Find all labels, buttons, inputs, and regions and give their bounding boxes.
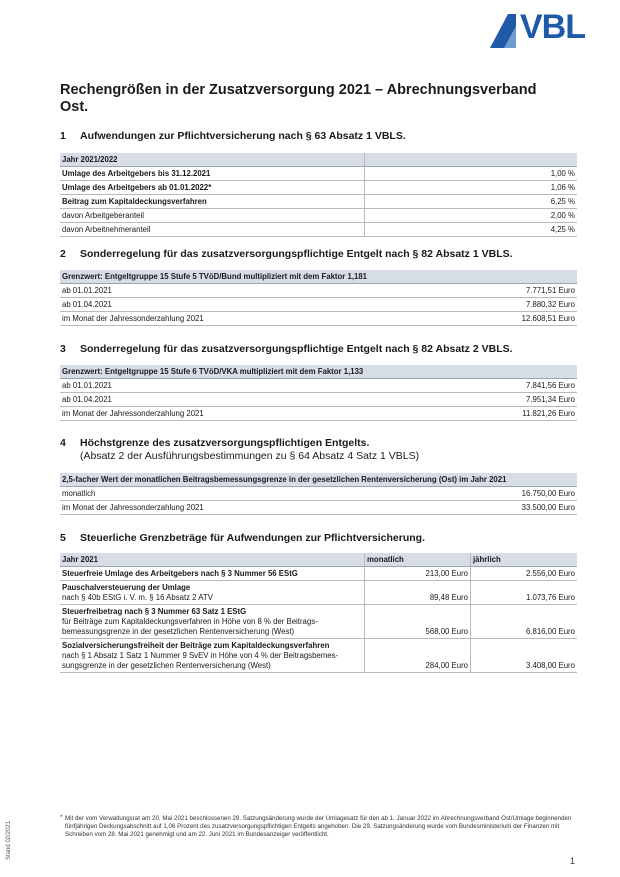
row-detail: nach § 40b EStG i. V. m. § 16 Absatz 2 ATV xyxy=(62,592,213,602)
table-row xyxy=(60,181,577,195)
table-row xyxy=(60,195,577,209)
table-row xyxy=(60,284,577,298)
row-yearly: 6.816,00 Euro xyxy=(471,605,578,639)
section-5-table xyxy=(60,553,577,673)
row-value: 16.750,00 Euro xyxy=(431,487,577,501)
section-1-heading: 1 Aufwendungen zur Pflichtversicherung nach § 63 Absatz 1 VBLS. xyxy=(60,130,406,142)
table-header: 2,5-facher Wert der monatlichen Beitragsbemessungsgrenze in der gesetzlichen Rentenversicherung (Ost) im Jahr 2021 xyxy=(60,473,577,487)
row-label: Beitrag zum Kapitaldeckungsverfahren xyxy=(60,195,365,209)
table-row xyxy=(60,393,577,407)
row-value: 6,25 % xyxy=(365,195,578,209)
row-value: 7.841,56 Euro xyxy=(432,379,577,393)
row-description xyxy=(60,605,365,639)
section-4-table xyxy=(60,473,577,515)
page-title: Rechengrößen in der Zusatzversorgung 2021 – Abrechnungsverband Ost. xyxy=(60,82,537,115)
row-value: 1,00 % xyxy=(365,167,578,181)
row-detail: für Beiträge zum Kapitaldeckungsverfahren in Höhe von 8 % der Beitrags-bemessungsgrenze in der gesetzlichen Rentenversicherung (West) xyxy=(62,616,318,636)
row-title: Pauschalversteuerung der Umlage xyxy=(62,582,191,592)
table-row xyxy=(60,581,577,605)
row-yearly: 3.408,00 Euro xyxy=(471,639,578,673)
row-value: 4,25 % xyxy=(365,223,578,237)
row-label: davon Arbeitgeberanteil xyxy=(60,209,365,223)
logo-text: VBL xyxy=(520,8,585,46)
row-value: 11.821,26 Euro xyxy=(432,407,577,421)
footnote-marker: * xyxy=(60,814,63,821)
col-header-yearly: jährlich xyxy=(471,553,578,567)
table-row xyxy=(60,209,577,223)
table-row xyxy=(60,407,577,421)
row-title: Steuerfreibetrag nach § 3 Nummer 63 Satz 1 EStG xyxy=(62,606,247,616)
row-value: 7.951,34 Euro xyxy=(432,393,577,407)
section-1-table xyxy=(60,153,577,237)
row-monthly: 284,00 Euro xyxy=(365,639,471,673)
table-row xyxy=(60,501,577,515)
row-value: 33.500,00 Euro xyxy=(431,501,577,515)
table-row xyxy=(60,567,577,581)
table-row xyxy=(60,487,577,501)
table-row xyxy=(60,312,577,326)
row-title: Sozialversicherungsfreiheit der Beiträge zum Kapitaldeckungsverfahren xyxy=(62,640,330,650)
row-title: Steuerfreie Umlage des Arbeitgebers nach § 3 Nummer 56 EStG xyxy=(62,568,298,578)
row-label: ab 01.04.2021 xyxy=(60,298,431,312)
page-number: 1 xyxy=(570,856,576,866)
section-5-heading: 5 Steuerliche Grenzbeträge für Aufwendungen zur Pflichtversicherung. xyxy=(60,532,426,544)
table-header: Jahr 2021/2022 xyxy=(60,153,365,167)
row-monthly: 89,48 Euro xyxy=(365,581,471,605)
col-header-year: Jahr 2021 xyxy=(60,553,365,567)
section-4-subheading: (Absatz 2 der Ausführungsbestimmungen zu § 64 Absatz 4 Satz 1 VBLS) xyxy=(80,450,420,462)
row-description xyxy=(60,639,365,673)
row-monthly: 568,00 Euro xyxy=(365,605,471,639)
row-label: im Monat der Jahressonderzahlung 2021 xyxy=(60,312,431,326)
section-3-table xyxy=(60,365,577,421)
row-value: 2,00 % xyxy=(365,209,578,223)
row-value: 7.880,32 Euro xyxy=(431,298,577,312)
table-row xyxy=(60,298,577,312)
table-row xyxy=(60,639,577,673)
row-label: ab 01.04.2021 xyxy=(60,393,432,407)
section-3-heading: 3 Sonderregelung für das zusatzversorgungspflichtige Entgelt nach § 82 Absatz 2 VBLS. xyxy=(60,343,513,355)
row-value: 7.771,51 Euro xyxy=(431,284,577,298)
footnote xyxy=(60,815,580,840)
section-2-table xyxy=(60,270,577,326)
row-detail: nach § 1 Absatz 1 Satz 1 Nummer 9 SvEV in Höhe von 4 % der Beitragsbemes-sungsgrenze in der gesetzlichen Rentenversicherung (West) xyxy=(62,650,339,670)
section-4-heading: 4 Höchstgrenze des zusatzversorgungspflichtigen Entgelts. (Absatz 2 der Ausführungsbestimmungen zu § 64 Absatz 4 Satz 1 VBLS) xyxy=(60,437,420,462)
section-2-heading: 2 Sonderregelung für das zusatzversorgungspflichtige Entgelt nach § 82 Absatz 1 VBLS. xyxy=(60,248,513,260)
row-label: Umlage des Arbeitgebers bis 31.12.2021 xyxy=(60,167,365,181)
table-row xyxy=(60,379,577,393)
row-monthly: 213,00 Euro xyxy=(365,567,471,581)
row-value: 12.608,51 Euro xyxy=(431,312,577,326)
row-yearly: 2.556,00 Euro xyxy=(471,567,578,581)
row-label: davon Arbeitnehmeranteil xyxy=(60,223,365,237)
table-header: Grenzwert: Entgeltgruppe 15 Stufe 5 TVöD/Bund multipliziert mit dem Faktor 1,181 xyxy=(60,270,577,284)
row-value: 1,06 % xyxy=(365,181,578,195)
row-yearly: 1.073,76 Euro xyxy=(471,581,578,605)
table-row xyxy=(60,223,577,237)
row-label: im Monat der Jahressonderzahlung 2021 xyxy=(60,407,432,421)
row-description xyxy=(60,567,365,581)
footnote-text: Mit der vom Verwaltungsrat am 20. Mai 2021 beschlossenen 29. Satzungsänderung wurde der Umlagesatz für den ab 1. Januar 2022 im Abrechnungsverband Ost/Umlage beginnenden fünfjährigen Deckungsabschnitt auf 1,06 Prozent des zusatzversorgungspflichtigen Entgelts angehoben. Die 29. Satzungsänderung wurde vom Bundesministerium der Finanzen mit Schreiben vom 28. Mai 2021 genehmigt und am 22. Juni 2021 im Bundesanzeiger veröffentlicht. xyxy=(65,815,572,839)
row-label: Umlage des Arbeitgebers ab 01.01.2022* xyxy=(60,181,365,195)
table-row xyxy=(60,167,577,181)
table-header: Grenzwert: Entgeltgruppe 15 Stufe 6 TVöD/VKA multipliziert mit dem Faktor 1,133 xyxy=(60,365,577,379)
row-label: im Monat der Jahressonderzahlung 2021 xyxy=(60,501,431,515)
row-label: monatlich xyxy=(60,487,431,501)
table-row xyxy=(60,605,577,639)
row-label: ab 01.01.2021 xyxy=(60,379,432,393)
row-label: ab 01.01.2021 xyxy=(60,284,431,298)
col-header-monthly: monatlich xyxy=(365,553,471,567)
stand-label: Stand 02/2021 xyxy=(6,820,12,860)
row-description xyxy=(60,581,365,605)
